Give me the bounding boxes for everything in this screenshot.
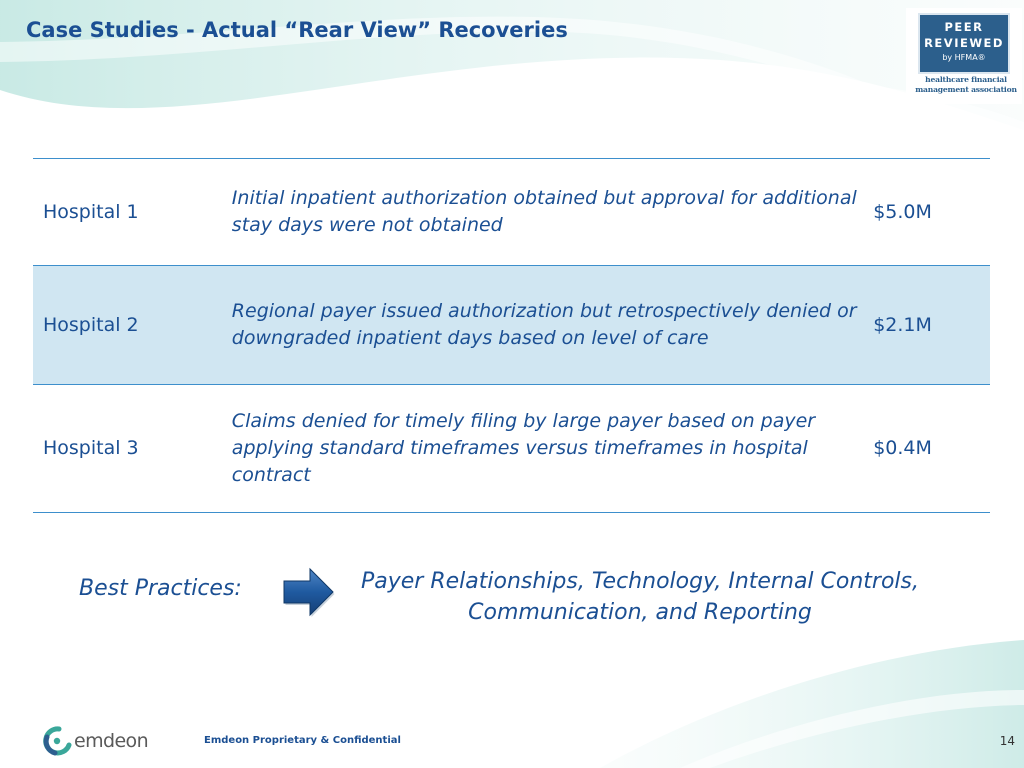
- table-row: [33, 385, 990, 513]
- best-practices-text: [355, 566, 925, 628]
- recovery-amount: $2.1M: [868, 266, 990, 385]
- emdeon-logo-icon: [42, 726, 72, 756]
- peer-reviewed-box: [918, 13, 1010, 74]
- table-row: [33, 266, 990, 385]
- badge-line-2: REVIEWED: [924, 36, 1004, 50]
- table-row: [33, 159, 990, 266]
- recovery-amount: $0.4M: [873, 437, 932, 459]
- peer-reviewed-hfma-badge: [906, 8, 1022, 104]
- case-description: Regional payer issued authorization but retrospectively denied or downgraded inpatient days based on level of care: [223, 266, 868, 385]
- right-arrow-icon: [281, 566, 335, 618]
- hospital-name: Hospital 1: [43, 200, 139, 223]
- case-description: Initial inpatient authorization obtained but approval for additional stay days were not obtained: [231, 187, 857, 236]
- page-number: 14: [999, 734, 1015, 748]
- best-practices-line-2: Communication, and Reporting: [468, 600, 812, 625]
- slide-title: Case Studies - Actual “Rear View” Recoveries: [26, 18, 568, 42]
- hfma-tagline: [912, 75, 1020, 95]
- recovery-amount: $5.0M: [873, 200, 932, 223]
- emdeon-wordmark: emdeon: [74, 730, 149, 752]
- case-description: Claims denied for timely filing by large payer based on payer applying standard timeframes versus timeframes in hospital contract: [231, 410, 816, 486]
- best-practices-line-1: Payer Relationships, Technology, Internal Controls,: [361, 569, 919, 594]
- badge-line-3: by HFMA®: [942, 53, 986, 62]
- confidential-notice: Emdeon Proprietary & Confidential: [204, 735, 401, 746]
- hfma-tagline-2: management association: [915, 85, 1017, 94]
- best-practices-label: Best Practices:: [79, 576, 242, 601]
- hfma-tagline-1: healthcare financial: [925, 75, 1007, 84]
- badge-line-1: PEER: [944, 20, 984, 34]
- case-studies-table: [33, 158, 990, 513]
- hospital-name: Hospital 3: [43, 437, 139, 459]
- hospital-name: Hospital 2: [33, 266, 223, 385]
